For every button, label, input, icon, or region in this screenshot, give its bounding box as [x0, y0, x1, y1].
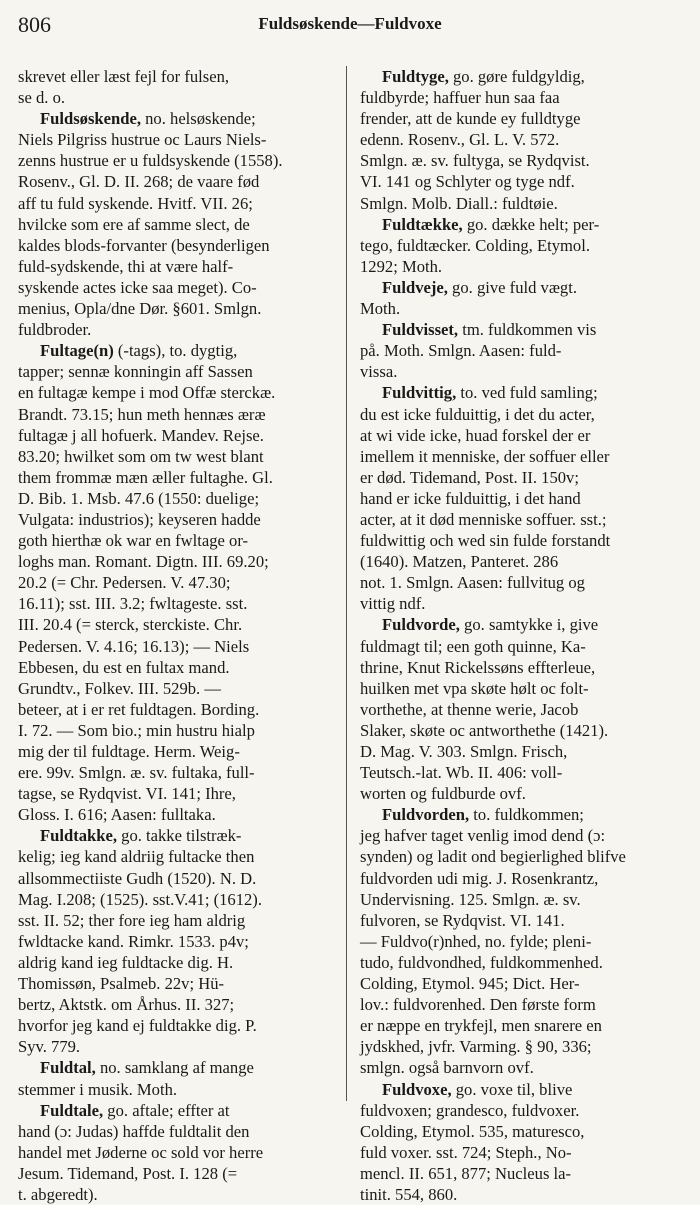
text-line [18, 910, 346, 931]
text-line [18, 108, 346, 129]
entry-text: fuldbroder. [18, 320, 92, 340]
text-line [360, 994, 688, 1015]
entry-text: fuldmagt til; een goth quinne, Ka- [360, 636, 586, 656]
text-line [360, 804, 688, 825]
entry-text: fuldvoxen; grandesco, fuldvoxer. [360, 1100, 580, 1120]
text-line [18, 235, 346, 256]
text-line [18, 1184, 346, 1205]
text-line [360, 382, 688, 403]
column-divider [346, 66, 347, 1101]
entry-text: 20.2 (= Chr. Pedersen. V. 47.30; [18, 573, 231, 593]
text-line [18, 973, 346, 994]
text-line [360, 87, 688, 108]
text-line [360, 530, 688, 551]
entry-text: huilken met vpa skøte hølt oc folt- [360, 678, 589, 698]
text-line [360, 551, 688, 572]
entry-text: Colding, Etymol. 945; Dict. Her- [360, 974, 580, 994]
entry-text: t. abgeredt). [18, 1184, 98, 1204]
entry-text: bertz, Aktstk. om Århus. II. 327; [18, 995, 235, 1015]
text-line [18, 868, 346, 889]
text-line [18, 425, 346, 446]
headword: Fuldvorden, [382, 805, 470, 825]
entry-text: hvorfor jeg kand ej fuldtakke dig. P. [18, 1016, 257, 1036]
text-line [360, 446, 688, 467]
entry-text: worten og fuldburde ovf. [360, 784, 526, 804]
text-line [360, 973, 688, 994]
text-line [360, 1184, 688, 1205]
text-line [360, 1142, 688, 1163]
entry-text: edenn. Rosenv., Gl. L. V. 572. [360, 130, 560, 150]
text-line [18, 931, 346, 952]
entry-text: allsommectiiste Gudh (1520). N. D. [18, 868, 257, 888]
entry-text: stemmer i musik. Moth. [18, 1079, 178, 1099]
entry-text: Brandt. 73.15; hun meth hennæs æræ [18, 404, 266, 424]
text-line [18, 1163, 346, 1184]
text-line [360, 952, 688, 973]
entry-text: Mag. I.208; (1525). sst.V.41; (1612). [18, 889, 262, 909]
text-line [360, 825, 688, 846]
entry-text: Teutsch.-lat. Wb. II. 406: voll- [360, 763, 563, 783]
text-line [360, 66, 688, 87]
entry-text: er næppe en trykfejl, men snarere en [360, 1016, 602, 1036]
entry-text: thrine, Knut Rickelssøns effterleue, [360, 657, 596, 677]
text-line [360, 509, 688, 530]
text-line [360, 108, 688, 129]
text-line [18, 614, 346, 635]
entry-text: frender, att de kunde ey fulldtyge [360, 109, 581, 129]
text-line [18, 150, 346, 171]
text-line [18, 467, 346, 488]
text-line [18, 657, 346, 678]
entry-text: fuldwittig och wed sin fulde forstandt [360, 531, 611, 551]
entry-text: Moth. [360, 299, 401, 319]
text-line [18, 340, 346, 361]
entry-text: I. 72. — Som bio.; min hustru hialp [18, 720, 255, 740]
text-line [360, 720, 688, 741]
headword: Fuldvisset, [382, 320, 459, 340]
text-line [18, 1142, 346, 1163]
entry-text: 1292; Moth. [360, 256, 443, 276]
headword: Fuldtal, [40, 1058, 96, 1078]
entry-text: Smlgn. Molb. Diall.: fuldtøie. [360, 193, 558, 213]
entry-text: zenns hustrue er u fuldsyskende (1558). [18, 151, 283, 171]
entry-text: Rosenv., Gl. D. II. 268; de vaare fød [18, 172, 260, 192]
entry-text: Thomissøn, Psalmeb. 22v; Hü- [18, 974, 225, 994]
entry-text: smlgn. også barnvorn ovf. [360, 1058, 534, 1078]
entry-text: imellem it menniske, der soffuer eller [360, 446, 610, 466]
entry-text: go. takke tilstræk- [117, 826, 242, 846]
entry-text: Slaker, skøte oc antworthethe (1421). [360, 720, 609, 740]
text-line [18, 404, 346, 425]
text-line [18, 593, 346, 614]
text-line [18, 846, 346, 867]
entry-text: go. voxe til, blive [451, 1079, 573, 1099]
entry-text: 83.20; hwilket som om tw west blant [18, 446, 264, 466]
text-line [360, 1036, 688, 1057]
text-line [360, 214, 688, 235]
headword: Fuldvittig, [382, 383, 457, 403]
text-line [18, 720, 346, 741]
entry-text: handel met Jøderne oc sold vor herre [18, 1142, 264, 1162]
entry-text: acter, at it død menniske soffuer. sst.; [360, 509, 607, 529]
entry-text: du est icke fulduittig, i det du acter, [360, 404, 595, 424]
running-head: Fuldsøskende—Fuldvoxe [258, 14, 442, 33]
text-line [360, 741, 688, 762]
text-line [18, 1036, 346, 1057]
text-line [360, 193, 688, 214]
text-line [18, 551, 346, 572]
entry-text: tudo, fuldvondhed, fuldkommenhed. [360, 952, 603, 972]
entry-text: fuldvorden udi mig. J. Rosenkrantz, [360, 868, 599, 888]
entry-text: 16.11); sst. III. 3.2; fwltageste. sst. [18, 594, 248, 614]
entry-text: tapper; sennæ konningin aff Sassen [18, 362, 253, 382]
right-column [360, 66, 688, 1204]
entry-text: Undervisning. 125. Smlgn. æ. sv. [360, 889, 581, 909]
headword: Fuldtyge, [382, 67, 449, 86]
text-line [18, 952, 346, 973]
headword: Fuldveje, [382, 277, 448, 297]
text-line [18, 783, 346, 804]
entry-text: tm. fuldkommen vis [458, 320, 597, 340]
entry-text: skrevet eller læst fejl for fulsen, [18, 67, 230, 86]
entry-text: kelig; ieg kand aldriig fultacke then [18, 847, 255, 867]
entry-text: jeg hafver taget venlig imod dend (ɔ: [360, 826, 606, 846]
text-line [18, 572, 346, 593]
text-line [360, 868, 688, 889]
entry-text: fultagæ j all hofuerk. Mandev. Rejse. [18, 425, 264, 445]
text-line [18, 762, 346, 783]
text-line [18, 1100, 346, 1121]
text-line [360, 1015, 688, 1036]
headword: Fuldtale, [40, 1100, 104, 1120]
entry-text: Colding, Etymol. 535, maturesco, [360, 1121, 585, 1141]
entry-text: beteer, at i er ret fuldtagen. Bording. [18, 699, 260, 719]
text-line [18, 1057, 346, 1078]
text-line [360, 699, 688, 720]
entry-text: hand er icke fulduittig, i det hand [360, 488, 581, 508]
entry-text: go. aftale; effter at [103, 1100, 230, 1120]
entry-text: go. dække helt; per- [462, 214, 600, 234]
entry-text: ere. 99v. Smlgn. æ. sv. fultaka, full- [18, 763, 255, 783]
text-line [18, 1121, 346, 1142]
entry-text: no. helsøskende; [140, 109, 256, 129]
entry-text: goth hierthæ ok war en fwltage or- [18, 531, 249, 551]
text-line [18, 699, 346, 720]
headword: Fuldtække, [382, 214, 463, 234]
entry-text: vorthethe, at thenne werie, Jacob [360, 699, 579, 719]
text-line [18, 530, 346, 551]
entry-text: tagse, se Rydqvist. VI. 141; Ihre, [18, 784, 236, 804]
entry-text: fuldbyrde; haffuer hun saa faa [360, 88, 560, 108]
text-line [360, 614, 688, 635]
entry-text: mig der til fuldtage. Herm. Weig- [18, 742, 240, 761]
text-line [360, 1163, 688, 1184]
entry-text: tinit. 554, 860. [360, 1184, 458, 1204]
text-line [360, 256, 688, 277]
entry-text: to. fuldkommen; [469, 805, 584, 825]
entry-text: sst. II. 52; ther fore ieg ham aldrig [18, 910, 246, 930]
text-line [18, 129, 346, 150]
headword: Fultage(n) [40, 341, 114, 361]
entry-text: III. 20.4 (= sterck, sterckiste. Chr. [18, 615, 243, 635]
text-line [18, 256, 346, 277]
entry-text: jydskhed, jvfr. Varming. § 90, 336; [360, 1037, 592, 1057]
text-line [18, 804, 346, 825]
entry-text: er død. Tidemand, Post. II. 150v; [360, 467, 579, 487]
text-line [360, 1057, 688, 1078]
text-line [360, 889, 688, 910]
entry-text: på. Moth. Smlgn. Aasen: fuld- [360, 341, 562, 361]
entry-text: Syv. 779. [18, 1037, 81, 1057]
text-line [360, 150, 688, 171]
entry-text: (1640). Matzen, Panteret. 286 [360, 552, 559, 572]
text-line [360, 678, 688, 699]
entry-text: fwldtacke kand. Rimkr. 1533. p4v; [18, 931, 249, 951]
entry-text: Grundtv., Folkev. III. 529b. — [18, 678, 221, 698]
entry-text: hand (ɔ: Judas) haffde fuldtalit den [18, 1121, 250, 1141]
text-line [18, 66, 346, 87]
entry-text: synden) og ladit ond begierlighed blifve [360, 847, 626, 867]
headword: Fuldtakke, [40, 826, 117, 846]
text-line [360, 846, 688, 867]
entry-text: (-tags), to. dygtig, [113, 341, 238, 361]
text-line [360, 1100, 688, 1121]
entry-text: fuld-sydskende, thi at være half- [18, 256, 234, 276]
entry-text: — Fuldvo(r)nhed, no. fylde; pleni- [360, 931, 592, 951]
text-line [18, 171, 346, 192]
entry-text: no. samklang af mange [95, 1058, 254, 1078]
text-line [360, 425, 688, 446]
entry-text: loghs man. Romant. Digtn. III. 69.20; [18, 552, 269, 572]
text-line [360, 361, 688, 382]
left-column [18, 66, 346, 1204]
headword: Fuldvorde, [382, 615, 460, 635]
text-line [18, 678, 346, 699]
text-line [18, 446, 346, 467]
text-line [360, 762, 688, 783]
entry-text: hvilcke som ere af samme slect, de [18, 214, 250, 234]
text-line [18, 298, 346, 319]
page-number: 806 [18, 12, 51, 37]
text-line [360, 319, 688, 340]
text-line [360, 593, 688, 614]
text-line [18, 1079, 346, 1100]
text-line [360, 340, 688, 361]
text-line [18, 889, 346, 910]
entry-text: not. 1. Smlgn. Aasen: fullvitug og [360, 573, 585, 593]
page-header [18, 12, 682, 40]
entry-text: go. samtykke i, give [459, 615, 599, 635]
text-line [18, 741, 346, 762]
headword: Fuldsøskende, [40, 109, 141, 129]
text-line [360, 572, 688, 593]
text-line [360, 129, 688, 150]
text-line [360, 910, 688, 931]
text-line [360, 467, 688, 488]
text-line [360, 298, 688, 319]
entry-text: lov.: fuldvorenhed. Den første form [360, 995, 596, 1015]
text-line [360, 1121, 688, 1142]
text-line [360, 488, 688, 509]
text-line [18, 994, 346, 1015]
entry-text: go. give fuld vægt. [447, 277, 577, 297]
text-line [18, 361, 346, 382]
headword: Fuldvoxe, [382, 1079, 452, 1099]
entry-text: fulvoren, se Rydqvist. VI. 141. [360, 910, 565, 930]
entry-text: menius, Opla/dne Dør. §601. Smlgn. [18, 299, 262, 319]
entry-text: vissa. [360, 362, 398, 382]
entry-text: D. Mag. V. 303. Smlgn. Frisch, [360, 742, 568, 761]
entry-text: se d. o. [18, 88, 66, 108]
text-line [18, 193, 346, 214]
text-line [360, 277, 688, 298]
entry-text: Jesum. Tidemand, Post. I. 128 (= [18, 1163, 238, 1183]
text-line [18, 87, 346, 108]
entry-text: Vulgata: industrios); keyseren hadde [18, 509, 261, 529]
entry-text: fuld voxer. sst. 724; Steph., No- [360, 1142, 572, 1162]
entry-text: aff tu fuld syskende. Hvitf. VII. 26; [18, 193, 253, 213]
entry-text: syskende actes icke saa meget). Co- [18, 277, 257, 297]
entry-text: Smlgn. æ. sv. fultyga, se Rydqvist. [360, 151, 590, 171]
entry-text: en fultagæ kempe i mod Offæ sterckæ. [18, 383, 276, 403]
text-line [18, 509, 346, 530]
entry-text: aldrig kand ieg fuldtacke dig. H. [18, 952, 234, 972]
entry-text: at wi vide icke, huad forskel der er [360, 425, 591, 445]
text-line [360, 931, 688, 952]
entry-text: go. gøre fuldgyldig, [448, 67, 585, 86]
text-line [360, 235, 688, 256]
text-line [18, 488, 346, 509]
entry-text: Pedersen. V. 4.16; 16.13); — Niels [18, 636, 250, 656]
entry-text: to. ved fuld samling; [456, 383, 598, 403]
entry-text: D. Bib. 1. Msb. 47.6 (1550: duelige; [18, 488, 260, 508]
text-line [360, 171, 688, 192]
text-line [360, 1079, 688, 1100]
text-line [360, 636, 688, 657]
entry-text: kaldes blods-forvanter (besynderligen [18, 235, 270, 255]
entry-text: vittig ndf. [360, 594, 426, 614]
entry-text: mencl. II. 651, 877; Nucleus la- [360, 1163, 572, 1183]
text-line [18, 825, 346, 846]
text-line [360, 783, 688, 804]
entry-text: VI. 141 og Schlyter og tyge ndf. [360, 172, 575, 192]
entry-text: Gloss. I. 616; Aasen: fulltaka. [18, 805, 216, 825]
text-line [18, 214, 346, 235]
text-line [18, 319, 346, 340]
entry-text: them frommæ mæn æller fultaghe. Gl. [18, 467, 273, 487]
text-line [18, 636, 346, 657]
text-line [18, 277, 346, 298]
text-line [18, 382, 346, 403]
entry-text: tego, fuldtæcker. Colding, Etymol. [360, 235, 590, 255]
text-line [360, 657, 688, 678]
entry-text: Ebbesen, du est en fultax mand. [18, 657, 230, 677]
entry-text: Niels Pilgriss hustrue oc Laurs Niels- [18, 130, 267, 150]
text-line [18, 1015, 346, 1036]
text-line [360, 404, 688, 425]
